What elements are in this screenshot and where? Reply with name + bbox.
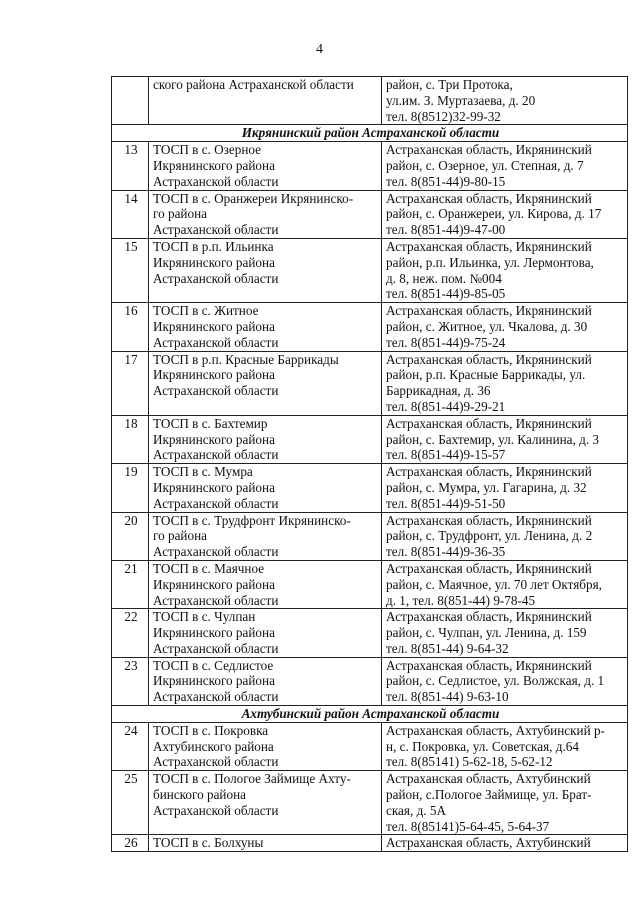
table-row (112, 722, 628, 770)
office-address-table (111, 76, 628, 852)
table-row (112, 303, 628, 351)
office-address: Астраханская область, Икрянинский район, с. Оранжереи, ул. Кирова, д. 17 тел. 8(851-44)9-47-00 (382, 190, 628, 238)
office-address: Астраханская область, Икрянинский район, с. Маячное, ул. 70 лет Октября, д. 1, тел. 8(851-44) 9-78-45 (382, 560, 628, 608)
office-name: ТОСП в р.п. Ильинка Икрянинского района Астраханской области (149, 238, 382, 302)
row-number: 13 (112, 142, 149, 190)
row-number (112, 77, 149, 125)
table-row (112, 835, 628, 852)
office-address: Астраханская область, Икрянинский район, с. Мумра, ул. Гагарина, д. 32 тел. 8(851-44)9-51-50 (382, 464, 628, 512)
table-row (112, 609, 628, 657)
office-name: ТОСП в с. Бахтемир Икрянинского района Астраханской области (149, 415, 382, 463)
row-number: 20 (112, 512, 149, 560)
table-row (112, 351, 628, 415)
office-address: Астраханская область, Ахтубинский район, с.Пологое Займище, ул. Брат- ская, д. 5А тел. 8(85141)5-64-45, 5-64-37 (382, 771, 628, 835)
table-row (112, 415, 628, 463)
row-number: 18 (112, 415, 149, 463)
office-address: Астраханская область, Ахтубинский р- н, с. Покровка, ул. Советская, д.64 тел. 8(85141) 5-62-18, 5-62-12 (382, 722, 628, 770)
office-name: ТОСП в с. Маячное Икрянинского района Астраханской области (149, 560, 382, 608)
office-address: Астраханская область, Икрянинский район, с. Бахтемир, ул. Калинина, д. 3 тел. 8(851-44)9-15-57 (382, 415, 628, 463)
table-row (112, 560, 628, 608)
row-number: 25 (112, 771, 149, 835)
office-address: Астраханская область, Икрянинский район, с. Трудфронт, ул. Ленина, д. 2 тел. 8(851-44)9-36-35 (382, 512, 628, 560)
row-number: 26 (112, 835, 149, 852)
row-number: 22 (112, 609, 149, 657)
office-address: Астраханская область, Икрянинский район, р.п. Красные Баррикады, ул. Баррикадная, д. 36 тел. 8(851-44)9-29-21 (382, 351, 628, 415)
office-name: ТОСП в р.п. Красные Баррикады Икрянинского района Астраханской области (149, 351, 382, 415)
office-address: Астраханская область, Икрянинский район, р.п. Ильинка, ул. Лермонтова, д. 8, неж. пом. №004 тел. 8(851-44)9-85-05 (382, 238, 628, 302)
table-row (112, 77, 628, 125)
office-name: ТОСП в с. Болхуны (149, 835, 382, 852)
row-number: 21 (112, 560, 149, 608)
table-row (112, 190, 628, 238)
row-number: 14 (112, 190, 149, 238)
row-number: 23 (112, 657, 149, 705)
office-name: ТОСП в с. Оранжереи Икрянинско- го района Астраханской области (149, 190, 382, 238)
office-address: Астраханская область, Икрянинский район, с. Седлистое, ул. Волжская, д. 1 тел. 8(851-44) 9-63-10 (382, 657, 628, 705)
office-name: ТОСП в с. Покровка Ахтубинского района Астраханской области (149, 722, 382, 770)
table-row (112, 512, 628, 560)
office-name: ского района Астраханской области (149, 77, 382, 125)
section-title: Икрянинский район Астраханской области (112, 125, 628, 142)
table-row (112, 657, 628, 705)
office-name: ТОСП в с. Мумра Икрянинского района Астраханской области (149, 464, 382, 512)
office-name: ТОСП в с. Пологое Займище Ахту- бинского района Астраханской области (149, 771, 382, 835)
page-number: 4 (316, 42, 323, 57)
office-address: район, с. Три Протока, ул.им. З. Муртазаева, д. 20 тел. 8(8512)32-99-32 (382, 77, 628, 125)
section-header-row (112, 125, 628, 142)
row-number: 17 (112, 351, 149, 415)
office-address: Астраханская область, Икрянинский район, с. Житное, ул. Чкалова, д. 30 тел. 8(851-44)9-75-24 (382, 303, 628, 351)
table-body (112, 77, 628, 852)
section-title: Ахтубинский район Астраханской области (112, 706, 628, 723)
office-address: Астраханская область, Ахтубинский (382, 835, 628, 852)
table-row (112, 142, 628, 190)
office-name: ТОСП в с. Седлистое Икрянинского района Астраханской области (149, 657, 382, 705)
row-number: 15 (112, 238, 149, 302)
office-name: ТОСП в с. Чулпан Икрянинского района Астраханской области (149, 609, 382, 657)
office-name: ТОСП в с. Житное Икрянинского района Астраханской области (149, 303, 382, 351)
table-row (112, 464, 628, 512)
office-address: Астраханская область, Икрянинский район, с. Озерное, ул. Степная, д. 7 тел. 8(851-44)9-80-15 (382, 142, 628, 190)
section-header-row (112, 706, 628, 723)
office-name: ТОСП в с. Трудфронт Икрянинско- го района Астраханской области (149, 512, 382, 560)
row-number: 16 (112, 303, 149, 351)
row-number: 24 (112, 722, 149, 770)
table-row (112, 238, 628, 302)
row-number: 19 (112, 464, 149, 512)
office-address: Астраханская область, Икрянинский район, с. Чулпан, ул. Ленина, д. 159 тел. 8(851-44) 9-64-32 (382, 609, 628, 657)
office-name: ТОСП в с. Озерное Икрянинского района Астраханской области (149, 142, 382, 190)
table-row (112, 771, 628, 835)
